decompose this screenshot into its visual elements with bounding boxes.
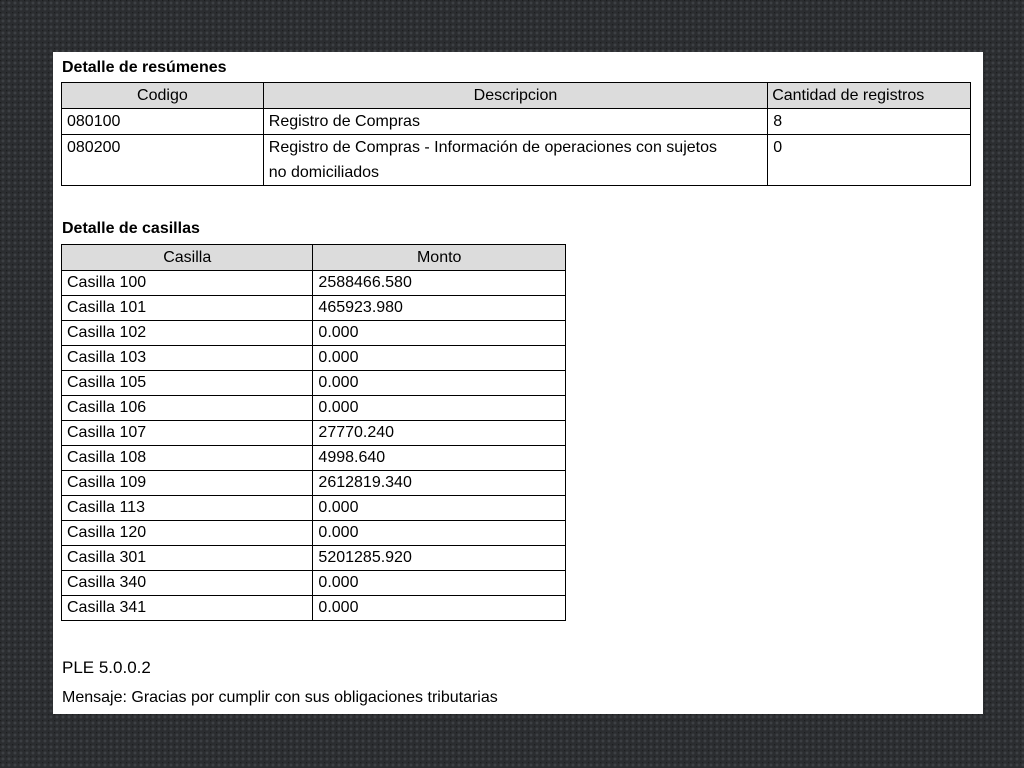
resumenes-table [61, 82, 971, 186]
header-monto: Monto [313, 245, 566, 271]
header-casilla: Casilla [62, 245, 313, 271]
version-label: PLE 5.0.0.2 [62, 658, 151, 677]
header-descripcion: Descripcion [263, 83, 767, 109]
casilla-cell: Casilla 109 [62, 471, 313, 496]
table-row [62, 296, 566, 321]
table-row [62, 571, 566, 596]
casilla-cell: Casilla 103 [62, 346, 313, 371]
document-page [53, 52, 983, 714]
table-row [62, 596, 566, 621]
resumenes-header-row [62, 83, 971, 109]
monto-cell: 0.000 [313, 496, 566, 521]
table-row [62, 109, 971, 135]
casillas-title: Detalle de casillas [62, 220, 200, 237]
casilla-cell: Casilla 100 [62, 271, 313, 296]
table-row [62, 446, 566, 471]
casilla-cell: Casilla 341 [62, 596, 313, 621]
casilla-cell: Casilla 301 [62, 546, 313, 571]
table-row [62, 471, 566, 496]
codigo-cell: 080200 [62, 135, 264, 186]
table-row [62, 321, 566, 346]
casilla-cell: Casilla 101 [62, 296, 313, 321]
casilla-cell: Casilla 102 [62, 321, 313, 346]
table-row [62, 546, 566, 571]
monto-cell: 0.000 [313, 521, 566, 546]
monto-cell: 2588466.580 [313, 271, 566, 296]
table-row [62, 521, 566, 546]
monto-cell: 0.000 [313, 571, 566, 596]
casillas-header-row [62, 245, 566, 271]
monto-cell: 4998.640 [313, 446, 566, 471]
table-row [62, 396, 566, 421]
casilla-cell: Casilla 120 [62, 521, 313, 546]
cantidad-cell: 0 [768, 135, 971, 186]
casilla-cell: Casilla 106 [62, 396, 313, 421]
mensaje-text: Mensaje: Gracias por cumplir con sus obligaciones tributarias [62, 689, 498, 706]
codigo-cell: 080100 [62, 109, 264, 135]
table-row [62, 346, 566, 371]
table-row [62, 271, 566, 296]
table-row [62, 135, 971, 186]
descripcion-cell: Registro de Compras [263, 109, 767, 135]
monto-cell: 0.000 [313, 346, 566, 371]
casilla-cell: Casilla 107 [62, 421, 313, 446]
descripcion-cell: Registro de Compras - Información de operaciones con sujetos no domiciliados [263, 135, 767, 186]
casilla-cell: Casilla 340 [62, 571, 313, 596]
table-row [62, 421, 566, 446]
casilla-cell: Casilla 113 [62, 496, 313, 521]
monto-cell: 5201285.920 [313, 546, 566, 571]
monto-cell: 465923.980 [313, 296, 566, 321]
monto-cell: 0.000 [313, 321, 566, 346]
monto-cell: 0.000 [313, 371, 566, 396]
monto-cell: 2612819.340 [313, 471, 566, 496]
casilla-cell: Casilla 108 [62, 446, 313, 471]
resumenes-title: Detalle de resúmenes [62, 59, 227, 76]
monto-cell: 27770.240 [313, 421, 566, 446]
monto-cell: 0.000 [313, 596, 566, 621]
monto-cell: 0.000 [313, 396, 566, 421]
table-row [62, 496, 566, 521]
table-row [62, 371, 566, 396]
casilla-cell: Casilla 105 [62, 371, 313, 396]
header-cantidad: Cantidad de registros [768, 83, 971, 109]
cantidad-cell: 8 [768, 109, 971, 135]
header-codigo: Codigo [62, 83, 264, 109]
casillas-table [61, 244, 566, 621]
